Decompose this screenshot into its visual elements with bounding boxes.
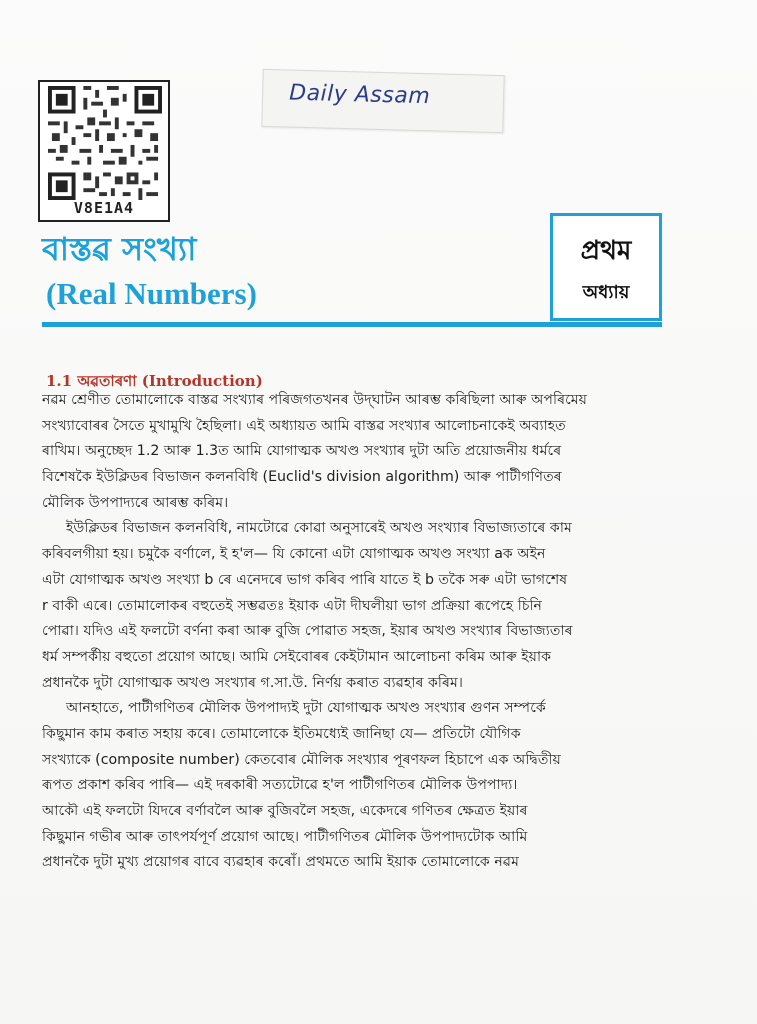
chapter-number: প্ৰথম [580, 236, 632, 266]
text-line: ৰাখিম। অনুচ্ছেদ 1.2 আৰু 1.3ত আমি যোগাত্মক অখণ্ড সংখ্যাৰ দুটা অতি প্ৰয়োজনীয় ধৰ্মৰে [42, 443, 562, 460]
text-line: ৰূপত প্ৰকাশ কৰিব পাৰি— এই দৰকাৰী সত্যটোৱে হ'ল পাটীগণিতৰ মৌলিক উপপাদ্য। [42, 777, 518, 794]
text-line: পোৱা। যদিও এই ফলটো বৰ্ণনা কৰা আৰু বুজি পোৱাত সহজ, ইয়াৰ অখণ্ড সংখ্যাৰ বিভাজ্যতাৰ [42, 623, 573, 640]
paragraph-3 [42, 696, 678, 876]
text-line: ইউক্লিডৰ বিভাজন কলনবিধি, নামটোৱে কোৱা অনুসাৰেই অখণ্ড সংখ্যাৰ বিভাজ্যতাৰে কাম [66, 520, 572, 537]
text-line: r বাকী এৰে। তোমালোকৰ বহুতেই সম্ভৱতঃ ইয়াক এটা দীঘলীয়া ভাগ প্ৰক্ৰিয়া ৰূপেহে চিনি [42, 597, 543, 614]
text-line: মৌলিক উপপাদ্যৰে আৰম্ভ কৰিম। [42, 494, 229, 511]
text-line: বিশেষকৈ ইউক্লিডৰ বিভাজন কলনবিধি (Euclid's division algorithm) আৰু পাটীগণিতৰ [42, 469, 562, 486]
chapter-title-english: (Real Numbers) [46, 276, 257, 311]
title-divider [42, 322, 662, 327]
body-text [42, 388, 678, 876]
text-line: এটা যোগাত্মক অখণ্ড সংখ্যা b ৰে এনেদৰে ভাগ কৰিব পাৰি যাতে ই b তকৈ সৰু এটা ভাগশেষ [42, 571, 568, 588]
qr-code-icon [48, 86, 162, 200]
qr-code-label: V8E1A4 [73, 199, 135, 217]
sticky-note-text: Daily Assam [288, 80, 431, 110]
text-line: সংখ্যাবোৰৰ সৈতে মুখামুখি হৈছিলা। এই অধ্যায়ত আমি বাস্তৱ সংখ্যাৰ আলোচনাকেই অব্যাহত [42, 417, 566, 434]
text-line: কিছুমান কাম কৰাত সহায় কৰে। তোমালোকে ইতিমধ্যেই জানিছা যে— প্ৰতিটো যৌগিক [42, 725, 521, 742]
text-line: সংখ্যাকে (composite number) কেতবোৰ মৌলিক সংখ্যাৰ পূৰণফল হিচাপে এক অদ্বিতীয় [42, 751, 561, 768]
text-line: আনহাতে, পাটীগণিতৰ মৌলিক উপপাদ্যই দুটা যোগাত্মক অখণ্ড সংখ্যাৰ গুণন সম্পৰ্কে [66, 700, 546, 717]
sticky-note [261, 69, 504, 133]
chapter-word: অধ্যায় [582, 282, 630, 303]
text-line: প্ৰধানকৈ দুটা যোগাত্মক অখণ্ড সংখ্যাৰ গ.সা.উ. নিৰ্ণয় কৰাত ব্যৱহাৰ কৰিম। [42, 674, 463, 691]
chapter-number-box [550, 213, 662, 321]
paragraph-2 [42, 516, 678, 696]
text-line: কৰিবলগীয়া হয়। চমুকৈ বৰ্ণালে, ই হ'ল— যি কোনো এটা যোগাত্মক অখণ্ড সংখ্যা aক অইন [42, 546, 546, 563]
text-line: কিছুমান গভীৰ আৰু তাৎপৰ্যপূৰ্ণ প্ৰয়োগ আছে। পাটীগণিতৰ মৌলিক উপপাদ্যটোক আমি [42, 828, 528, 845]
text-line: নৱম শ্ৰেণীত তোমালোকে বাস্তৱ সংখ্যাৰ পৰিজগতখনৰ উদ্‌ঘাটন আৰম্ভ কৰিছিলা আৰু অপৰিমেয় [42, 392, 588, 408]
paragraph-1 [42, 388, 678, 516]
section-heading: 1.1 অৱতাৰণা (Introduction) [46, 372, 263, 390]
text-line: আকৌ এই ফলটো যিদৰে বৰ্ণাবলৈ আৰু বুজিবলৈ সহজ, একেদৰে গণিতৰ ক্ষেত্ৰত ইয়াৰ [42, 803, 528, 819]
text-line: প্ৰধানকৈ দুটা মুখ্য প্ৰয়োগৰ বাবে ব্যৱহাৰ কৰোঁ। প্ৰথমতে আমি ইয়াক তোমালোকে নৱম [42, 854, 519, 871]
qr-code-block[interactable] [38, 80, 170, 222]
text-line: ধৰ্ম সম্পৰ্কীয় বহুতো প্ৰয়োগ আছে। আমি সেইবোৰৰ কেইটামান আলোচনা কৰিম আৰু ইয়াক [42, 648, 552, 665]
chapter-title-bengali: বাস্তৱ সংখ্যা [42, 230, 197, 268]
